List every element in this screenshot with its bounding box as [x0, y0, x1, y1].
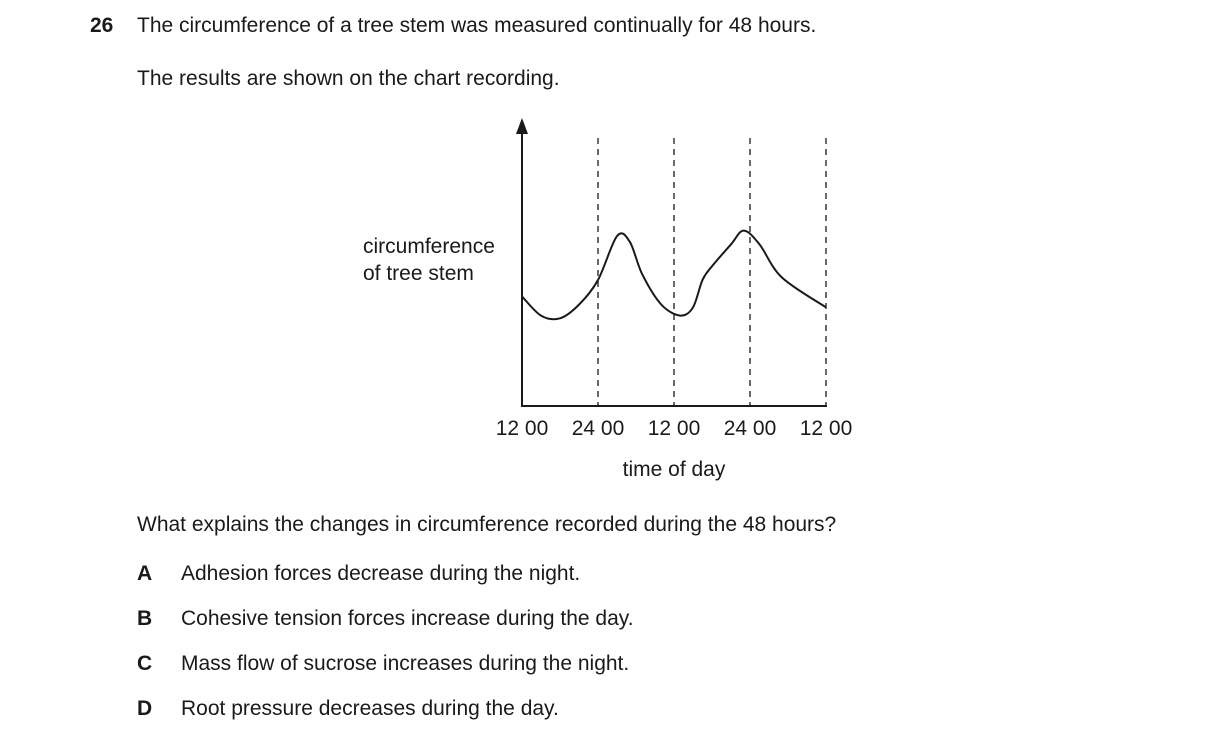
option-a-text: Adhesion forces decrease during the night.: [181, 562, 581, 585]
x-axis-label: time of day: [622, 458, 726, 481]
option-b-letter: B: [137, 607, 153, 630]
option-d-text: Root pressure decreases during the day.: [181, 697, 559, 720]
question-stem: The circumference of a tree stem was measured continually for 48 hours.: [137, 14, 817, 37]
question-number: 26: [90, 14, 114, 37]
x-tick-label: 24 00: [571, 417, 625, 440]
option-c-letter: C: [137, 652, 153, 675]
question-intro: The results are shown on the chart recording.: [137, 67, 560, 90]
question-prompt: What explains the changes in circumference recorded during the 48 hours?: [137, 513, 837, 536]
x-tick-label: 12 00: [647, 417, 701, 440]
option-d-letter: D: [137, 697, 153, 720]
x-tick-label: 24 00: [723, 417, 777, 440]
y-axis-label-line2: of tree stem: [363, 262, 474, 285]
option-c-text: Mass flow of sucrose increases during the night.: [181, 652, 630, 675]
option-a-letter: A: [137, 562, 153, 585]
y-axis-label-line1: circumference: [363, 235, 495, 258]
x-tick-label: 12 00: [495, 417, 549, 440]
x-tick-label: 12 00: [799, 417, 853, 440]
option-b-text: Cohesive tension forces increase during the day.: [181, 607, 634, 630]
y-axis-arrowhead: [516, 118, 528, 134]
